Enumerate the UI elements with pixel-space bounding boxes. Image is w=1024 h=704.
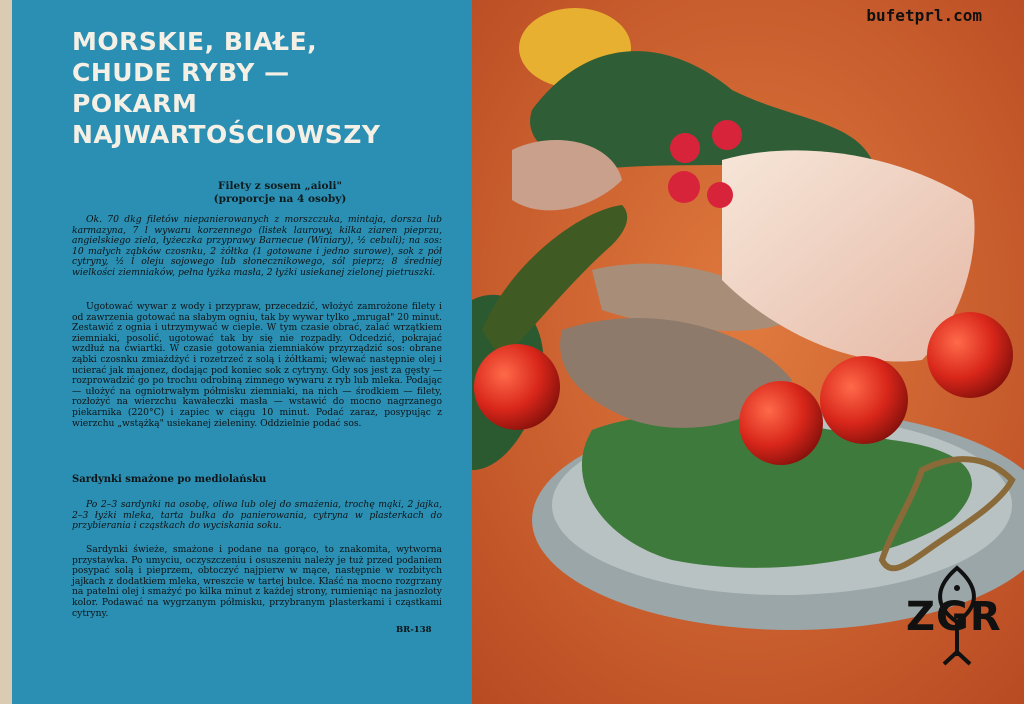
recipe-title-line: Filety z sosem „aioli" [218,180,342,192]
headline-line: NAJWARTOŚCIOWSZY [72,120,381,149]
recipe-title [200,180,360,206]
zgr-logo [902,560,1012,670]
method-text: Ugotować wywar z wody i przypraw, przecedzić, włożyć zamrożone filety i od zawrzenia gotować na słabym ogniu, tak by wywar tylko „mrugał" 20 minut. Zestawić z ognia i utrzymywać w cieple. W tym czasie obrać, zalać wrzątkiem ziemniaki, posolić, ugotować tak by się nie rozpadły. Odcedzić, pokrajać wzdłuż na ćwiartki. W czasie gotowania ziemniaków przyrządzić sos: obrane ząbki czosnku zmiażdżyć i rozetrzeć z solą i żółtkami; wlewać następnie olej i ucierać jak majonez, dodając pod koniec sok z cytryny. Gdy sos jest za gęsty — rozprowadzić go po trochu odrobiną zimnego wywaru z ryb lub mleka. Podając — ułożyć na ogniotrwałym półmisku ziemniaki, na nich — środkiem — filety, rozłożyć na wierzchu kawałeczki masła — wstawić do mocno nagrzanego piekarnika (220°C) i zapiec w ciągu 10 minut. Podać zaraz, posypując z wierzchu „wstążką" usiekanej zieleniny. Oddzielnie podać sos. [72,301,442,429]
ingredients-text: Ok. 70 dkg filetów niepanierowanych z morszczuka, mintaja, dorsza lub karmazyna, 7 l wywaru korzennego (listek laurowy, kilka ziaren pieprzu, angielskiego ziela, łyżeczka przyprawy Barnecue (Winiary), ½ cebuli); na sos: 10 małych ząbków czosnku, 2 żółtka (1 gotowane i jedno surowe), sok z pół cytryny, ½ l oleju sojowego lub słonecznikowego, sól pieprz; 8 średniej wielkości ziemniaków, pełna łyżka masła, 2 łyżki usiekanej zielonej pietruszki. [72,214,442,278]
recipe-ingredients [72,215,442,285]
method-text: Sardynki świeże, smażone i podane na gorąco, to znakomita, wytworna przystawka. Po umyciu, oczyszczeniu i osuszeniu należy je tuż przed podaniem posypać solą i pieprzem, obtoczyć najpierw w mące, następnie w rozbitych jajkach z dodatkiem mleka, wreszcie w tartej bułce. Kłaść na mocno rozgrzany na patelni olej i smażyć po kilka minut z każdej strony, rumieniąc na jasnozłoty kolor. Podawać na wygrzanym półmisku, przybranym plasterkami i cząstkami cytryny. [72,544,442,619]
tomato [927,312,1013,398]
headline-line: POKARM [72,89,198,118]
page-margin [0,0,12,704]
ingredients-text: Po 2–3 sardynki na osobę, oliwa lub olej do smażenia, trochę mąki, 2 jajka, 2–3 łyżki mleka, tarta bułka do panierowania, cytryna w plasterkach do przybierania i cząstkach do wyciskania soku. [72,499,442,532]
headline-line: MORSKIE, BIAŁE, [72,27,318,56]
logo-text: ZGR [906,594,1002,640]
radish [670,133,700,163]
headline-line: CHUDE RYBY — [72,58,290,87]
tomato [739,381,823,465]
headline [72,26,462,150]
watermark: bufetprl.com [866,6,982,25]
radish [668,171,700,203]
recipe2-ingredients [72,500,442,538]
print-code: BR-138 [396,625,432,635]
text-page [0,0,472,704]
tomato [820,356,908,444]
radish [712,120,742,150]
recipe2-method [72,545,442,625]
radish [707,182,733,208]
tomato [474,344,560,430]
recipe2-title: Sardynki smażone po mediolańsku [72,474,267,485]
recipe-portion: (proporcje na 4 osoby) [213,193,347,205]
recipe-method [72,302,442,435]
